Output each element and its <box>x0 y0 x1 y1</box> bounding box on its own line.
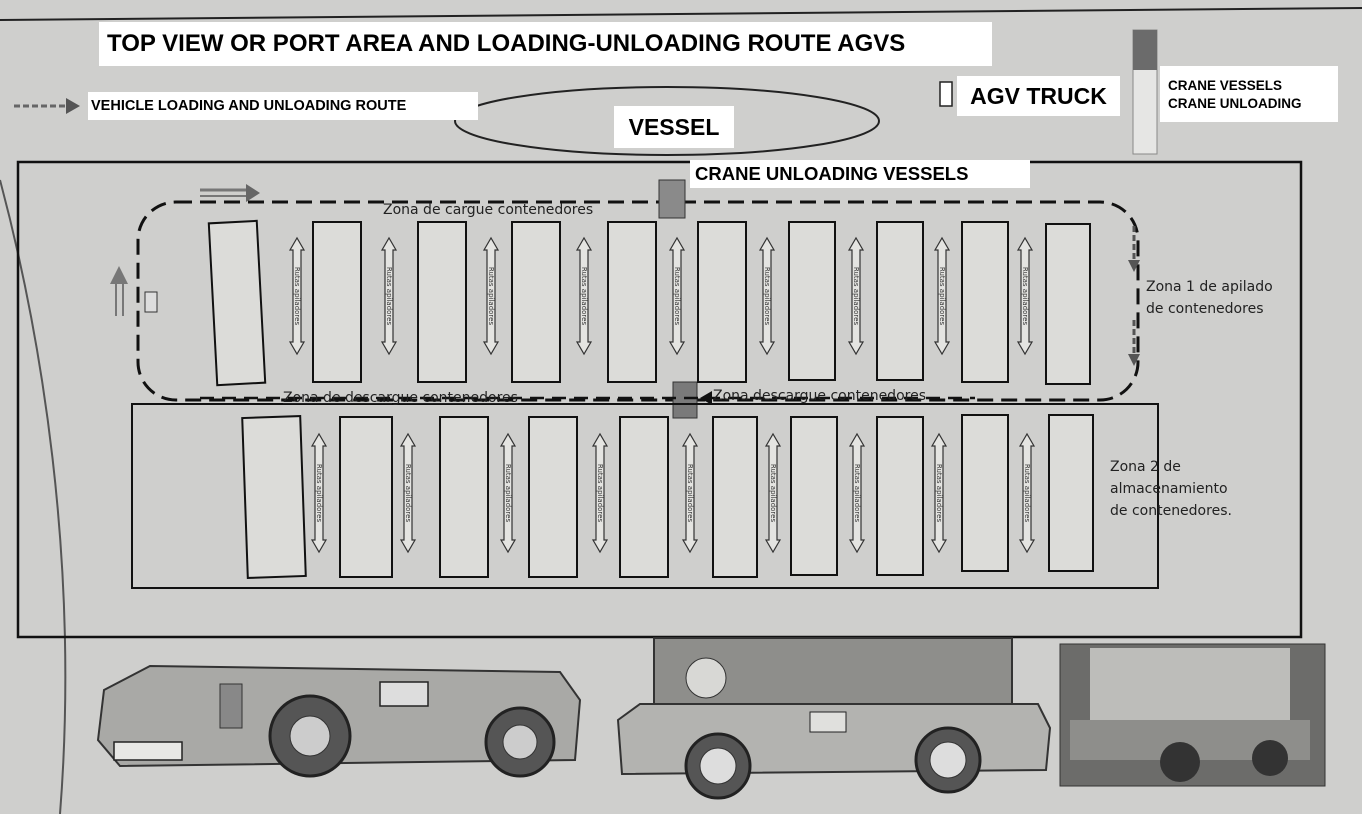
container-block <box>608 222 656 382</box>
container-block <box>440 417 488 577</box>
aisle-label: Rutas apiladores <box>938 266 946 326</box>
aisle-label: Rutas apiladores <box>293 266 301 326</box>
container-block <box>877 417 923 575</box>
container-block <box>698 222 746 382</box>
page-edge <box>0 8 1362 20</box>
aisle-label: Rutas apiladores <box>315 463 323 523</box>
aisle-label: Rutas apiladores <box>769 463 777 523</box>
container-block <box>340 417 392 577</box>
container-block <box>620 417 668 577</box>
container-block <box>209 221 265 385</box>
agv-photo-3 <box>1060 644 1325 786</box>
legend-route-label: VEHICLE LOADING AND UNLOADING ROUTE <box>88 92 478 120</box>
unloading-arrow <box>700 391 712 405</box>
aisle-label: Rutas apiladores <box>580 266 588 326</box>
crane-icon <box>1133 30 1157 154</box>
aisle-label: Rutas apiladores <box>673 266 681 326</box>
aisle-label: Rutas apiladores <box>686 463 694 523</box>
left-route-arrow <box>110 266 157 316</box>
zone1-line2: de contenedores <box>1146 301 1264 317</box>
legend-crane-box <box>1160 66 1338 122</box>
page-fold <box>0 180 65 814</box>
container-block <box>418 222 466 382</box>
aisle-label: Rutas apiladores <box>1021 266 1029 326</box>
zone2-line2: almacenamiento <box>1110 481 1228 497</box>
unloading-zone-right-label: Zona descargue contenedores <box>713 388 926 404</box>
zone2-aisle-arrows <box>312 434 1034 552</box>
zone2-line3: de contenedores. <box>1110 503 1232 519</box>
zone2-line1: Zona 2 de <box>1110 459 1181 475</box>
container-block <box>529 417 577 577</box>
zone1-containers <box>209 221 1090 385</box>
zone2-label <box>1110 456 1270 522</box>
crane-top <box>659 180 685 218</box>
aisle-label: Rutas apiladores <box>404 463 412 523</box>
aisle-label: Rutas apiladores <box>596 463 604 523</box>
loading-entry-arrow <box>200 184 260 202</box>
legend-agv-truck-label: AGV TRUCK <box>957 76 1120 116</box>
aisle-label: Rutas apiladores <box>504 463 512 523</box>
unloading-zone-label: Zona de descargue contenedores <box>283 390 518 406</box>
container-block <box>713 417 757 577</box>
zone2-containers <box>242 415 1093 578</box>
aisle-label: Rutas apiladores <box>935 463 943 523</box>
agv-truck-icon <box>940 82 952 106</box>
container-block <box>877 222 923 380</box>
container-block <box>1046 224 1090 384</box>
container-block <box>789 222 835 380</box>
crane-bottom <box>673 382 697 418</box>
container-block <box>1049 415 1093 571</box>
aisle-label: Rutas apiladores <box>385 266 393 326</box>
crane-unloading-vessels-label: CRANE UNLOADING VESSELS <box>690 160 1030 188</box>
container-block <box>313 222 361 382</box>
legend-vessel-label: VESSEL <box>614 106 734 148</box>
aisle-label: Rutas apiladores <box>1023 463 1031 523</box>
legend-crane-unloading: CRANE UNLOADING <box>1168 96 1302 111</box>
aisle-label: Rutas apiladores <box>853 463 861 523</box>
container-block <box>242 416 306 578</box>
legend-crane-vessels: CRANE VESSELS <box>1168 78 1283 93</box>
container-block <box>791 417 837 575</box>
zone1-line1: Zona 1 de apilado <box>1146 279 1273 295</box>
zone1-label <box>1146 276 1296 320</box>
agv-photo-1 <box>98 666 580 776</box>
agv-photo-2 <box>618 638 1050 798</box>
aisle-label: Rutas apiladores <box>487 266 495 326</box>
aisle-label: Rutas apiladores <box>852 266 860 326</box>
container-block <box>962 415 1008 571</box>
aisle-label: Rutas apiladores <box>763 266 771 326</box>
container-block <box>512 222 560 382</box>
container-block <box>962 222 1008 382</box>
loading-zone-label: Zona de cargue contenedores <box>383 202 594 218</box>
diagram-title: TOP VIEW OR PORT AREA AND LOADING-UNLOADING ROUTE AGVS <box>99 22 992 66</box>
route-arrow-icon <box>14 98 80 114</box>
